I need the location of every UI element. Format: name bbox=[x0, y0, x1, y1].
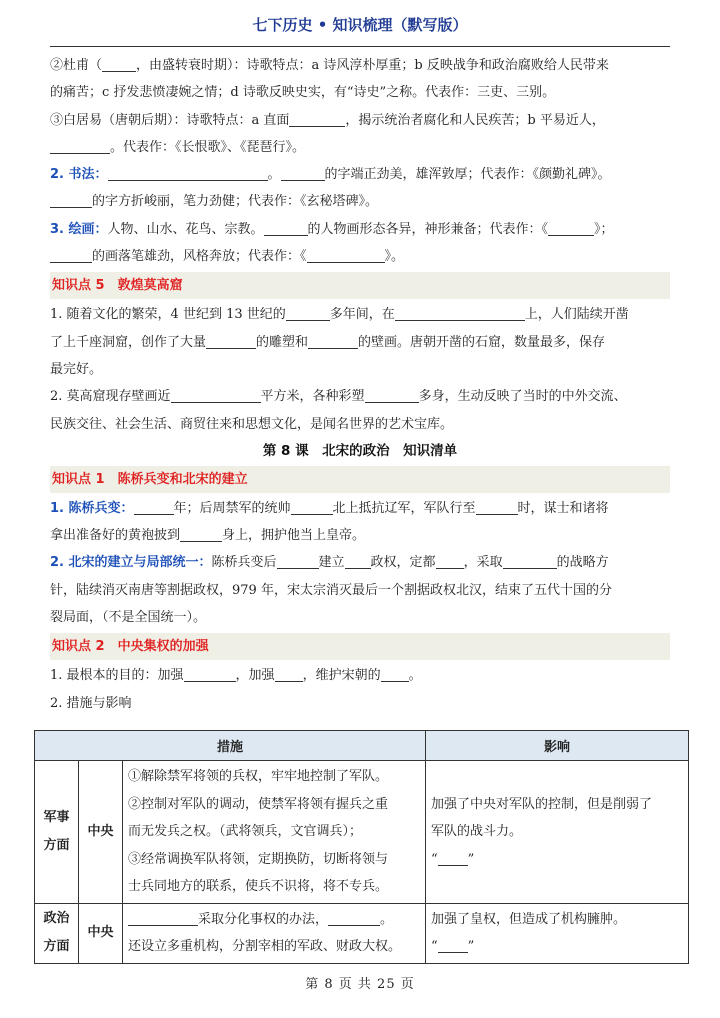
row-subcategory: 中央 bbox=[79, 761, 123, 904]
fill-blank[interactable] bbox=[277, 554, 319, 569]
fill-blank[interactable] bbox=[381, 667, 409, 682]
page-content bbox=[50, 52, 670, 717]
table-row bbox=[35, 761, 689, 904]
text-line: 了上千座洞窟，创作了大量 的雕塑和 的壁画。唐朝开凿的石窟，数量最多，保存 bbox=[50, 334, 606, 350]
fill-blank[interactable] bbox=[134, 500, 174, 515]
row-subcategory: 中央 bbox=[79, 903, 123, 963]
knowledge-point-2-heading: 知识点 2 中央集权的加强 bbox=[50, 633, 670, 660]
fill-blank[interactable] bbox=[291, 500, 333, 515]
fill-blank[interactable] bbox=[308, 334, 358, 349]
text-line: 最完好。 bbox=[50, 361, 103, 377]
chenqiao-label: 1. 陈桥兵变： bbox=[50, 500, 134, 516]
fill-blank[interactable] bbox=[108, 166, 268, 181]
text-line: 的字方折峻丽，笔力劲健；代表作：《玄秘塔碑》。 bbox=[50, 188, 670, 215]
fill-blank[interactable] bbox=[128, 911, 198, 926]
fill-blank[interactable] bbox=[503, 554, 557, 569]
column-header-measures: 措施 bbox=[35, 731, 426, 761]
table-row bbox=[35, 903, 689, 963]
fill-blank[interactable] bbox=[289, 112, 345, 127]
fill-blank[interactable] bbox=[50, 139, 110, 154]
fill-blank[interactable] bbox=[438, 938, 468, 953]
text-line: 的痛苦；c 抒发悲愤凄婉之情；d 诗歌反映史实，有“诗史”之称。代表作：三吏、三别。 bbox=[50, 85, 556, 101]
text-line: 裂局面，（不是全国统一）。 bbox=[50, 610, 207, 626]
text-line: 3. 绘画：人物、山水、花鸟、宗教。 的人物画形态各异，神形兼备；代表作：《 》； bbox=[50, 221, 614, 237]
page-header-title: 七下历史 • 知识梳理（默写版） bbox=[252, 16, 468, 34]
impact-cell: 加强了皇权，但造成了机构臃肿。 “ ” bbox=[426, 903, 689, 963]
text-line: 2. 莫高窟现存壁画近 平方米，各种彩塑 多身，生动反映了当时的中外交流、 bbox=[50, 389, 627, 405]
fill-blank[interactable] bbox=[328, 911, 380, 926]
text-line: 的画落笔雄劲，风格奔放；代表作：《 》。 bbox=[50, 243, 670, 270]
text-line: 拿出准备好的黄袍披到 身上，拥护他当上皇帝。 bbox=[50, 528, 366, 544]
calligraphy-label: 2. 书法： bbox=[50, 167, 108, 183]
fill-blank[interactable] bbox=[436, 554, 464, 569]
text-line: 2. 北宋的建立与局部统一：陈桥兵变后 建立 政权，定都 ，采取 的战略方 bbox=[50, 555, 609, 571]
painting-label: 3. 绘画： bbox=[50, 221, 108, 237]
fill-blank[interactable] bbox=[184, 667, 236, 682]
song-founding-label: 2. 北宋的建立与局部统一： bbox=[50, 555, 212, 571]
lesson-title: 第 8 课 北宋的政治 知识清单 bbox=[262, 442, 458, 459]
fill-blank[interactable] bbox=[275, 667, 303, 682]
text-line: 。代表作：《长恨歌》、《琵琶行》。 bbox=[50, 134, 670, 161]
text-line: 针，陆续消灭南唐等割据政权，979 年，宋太宗消灭最后一个割据政权北汉，结束了五代十国的分 bbox=[50, 582, 612, 598]
table-header-row bbox=[35, 731, 689, 761]
fill-blank[interactable] bbox=[548, 221, 594, 236]
fill-blank[interactable] bbox=[171, 388, 261, 403]
fill-blank[interactable] bbox=[438, 851, 468, 866]
text-line: 1. 最根本的目的：加强 ，加强 ，维护宋朝的 。 bbox=[50, 668, 422, 684]
page-footer: 第 8 页 共 25 页 bbox=[305, 977, 415, 992]
knowledge-point-1-heading: 知识点 1 陈桥兵变和北宋的建立 bbox=[50, 466, 670, 493]
knowledge-point-5-heading: 知识点 5 敦煌莫高窟 bbox=[50, 272, 670, 299]
fill-blank[interactable] bbox=[50, 193, 92, 208]
text-line: 2. 措施与影响 bbox=[50, 695, 132, 711]
fill-blank[interactable] bbox=[281, 166, 325, 181]
text-line: 民族交往、社会生活、商贸往来和思想文化，是闻名世界的艺术宝库。 bbox=[50, 416, 454, 432]
column-header-impact: 影响 bbox=[426, 731, 689, 761]
fill-blank[interactable] bbox=[345, 554, 371, 569]
fill-blank[interactable] bbox=[180, 527, 222, 542]
text-line: ②杜甫（ ，由盛转衰时期）：诗歌特点：a 诗风淳朴厚重；b 反映战争和政治腐败给人民带来 bbox=[50, 58, 609, 73]
header-divider bbox=[50, 46, 670, 47]
text-line: ③白居易（唐朝后期）：诗歌特点：a 直面 ，揭示统治者腐化和人民疾苦；b 平易近人， bbox=[50, 112, 605, 128]
fill-blank[interactable] bbox=[307, 248, 385, 263]
fill-blank[interactable] bbox=[102, 57, 136, 72]
fill-blank[interactable] bbox=[264, 221, 308, 236]
fill-blank[interactable] bbox=[365, 388, 419, 403]
row-category: 政治 方面 bbox=[35, 903, 79, 963]
fill-blank[interactable] bbox=[50, 248, 92, 263]
measures-cell: ①解除禁军将领的兵权，牢牢地控制了军队。 ②控制对军队的调动，使禁军将领有握兵之重 而无发兵之权。（武将领兵，文官调兵）； ③经常调换军队将领，定期换防，切断将领与 士兵同地方的联系，使兵不识将，将不专兵。 bbox=[123, 761, 426, 904]
fill-blank[interactable] bbox=[286, 306, 330, 321]
text-line: 1. 随着文化的繁荣，4 世纪到 13 世纪的 多年间，在 上，人们陆续开凿 bbox=[50, 307, 629, 323]
row-category: 军事 方面 bbox=[35, 761, 79, 904]
text-line: 2. 书法： 。 的字端正劲美，雄浑敦厚；代表作：《颜勤礼碑》。 bbox=[50, 167, 611, 183]
fill-blank[interactable] bbox=[476, 500, 518, 515]
impact-cell: 加强了中央对军队的控制，但是削弱了 军队的战斗力。 “ ” bbox=[426, 761, 689, 904]
fill-blank[interactable] bbox=[206, 334, 256, 349]
text-line: 1. 陈桥兵变： 年；后周禁军的统帅 北上抵抗辽军，军队行至 时，谋士和诸将 bbox=[50, 500, 609, 516]
measures-cell: 采取分化事权的办法， 。 还设立多重机构，分割宰相的军政、财政大权。 bbox=[123, 903, 426, 963]
measures-table bbox=[34, 730, 689, 964]
fill-blank[interactable] bbox=[395, 306, 525, 321]
